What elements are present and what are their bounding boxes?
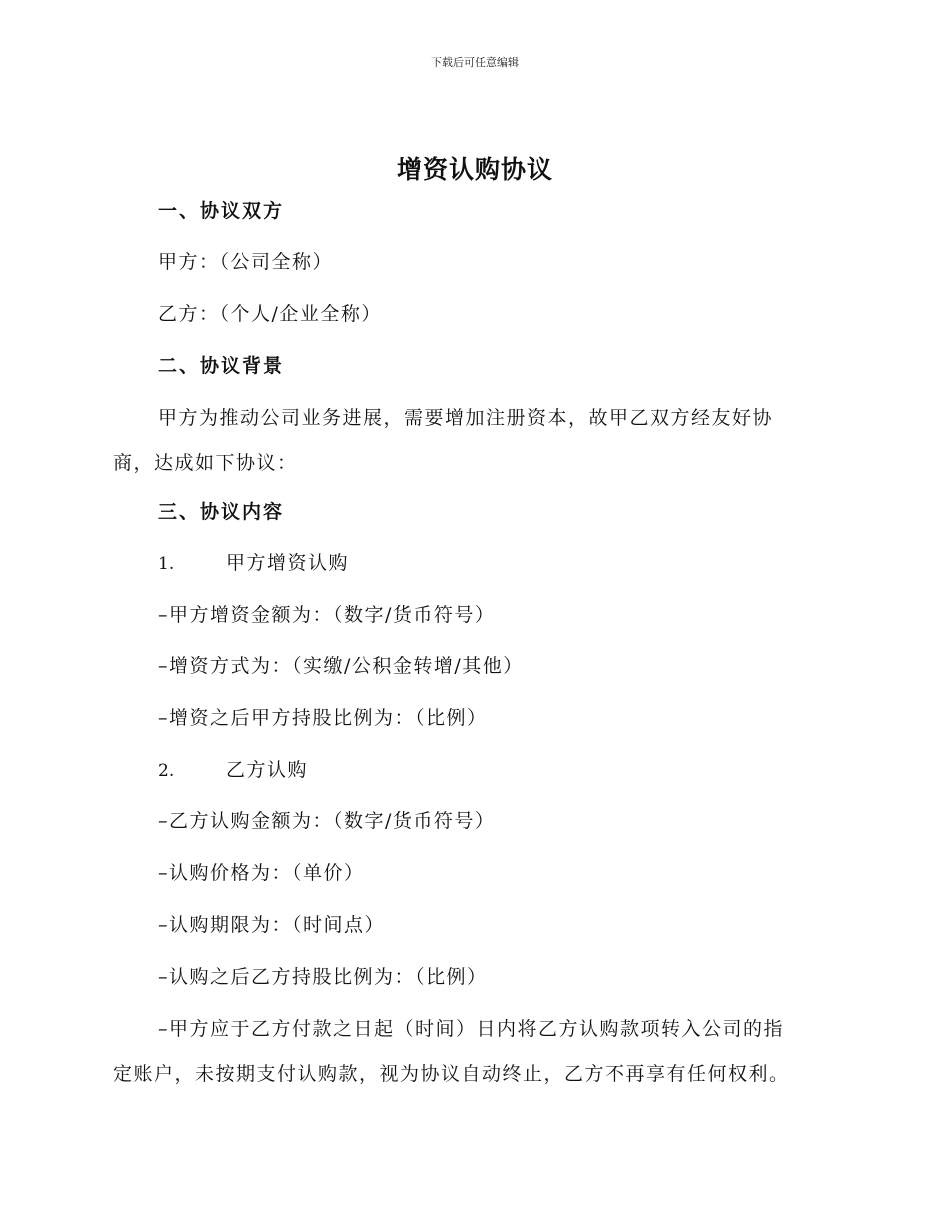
header-note: 下载后可任意编辑 (431, 56, 519, 69)
item-1-heading (158, 550, 349, 577)
item-2-heading (158, 757, 308, 784)
section-heading-background: 二、协议背景 (158, 355, 285, 377)
item-2-ratio-line: –认购之后乙方持股比例为：（比例） (158, 966, 488, 988)
item-1-amount-line: –甲方增资金额为：（数字/货币符号） (158, 604, 496, 626)
transfer-paragraph-line-2: 定账户，未按期支付认购款，视为协议自动终止，乙方不再享有任何权利。 (113, 1063, 790, 1085)
item-1-method-line: –增资方式为：（实缴/公积金转增/其他） (158, 655, 524, 677)
item-2-price-line: –认购价格为：（单价） (158, 862, 365, 884)
item-1-ratio-line: –增资之后甲方持股比例为：（比例） (158, 707, 488, 729)
item-2-amount-line: –乙方认购金额为：（数字/货币符号） (158, 810, 496, 832)
item-2-title: 乙方认购 (226, 759, 309, 781)
section-heading-parties: 一、协议双方 (158, 200, 285, 222)
party-b-line: 乙方：（个人/企业全称） (158, 303, 382, 325)
party-a-line: 甲方：（公司全称） (158, 251, 334, 273)
item-1-number: 1. (158, 554, 175, 574)
item-2-deadline-line: –认购期限为：（时间点） (158, 914, 386, 936)
transfer-paragraph-line-1: –甲方应于乙方付款之日起（时间）日内将乙方认购款项转入公司的指 (158, 1018, 785, 1040)
background-paragraph-line-2: 商，达成如下协议： (113, 452, 298, 474)
item-2-number: 2. (158, 761, 175, 781)
document-title: 增资认购协议 (396, 155, 553, 184)
item-1-title: 甲方增资认购 (226, 552, 350, 574)
background-paragraph-line-1: 甲方为推动公司业务进展，需要增加注册资本，故甲乙双方经友好协 (158, 407, 774, 429)
section-heading-content: 三、协议内容 (158, 501, 285, 523)
